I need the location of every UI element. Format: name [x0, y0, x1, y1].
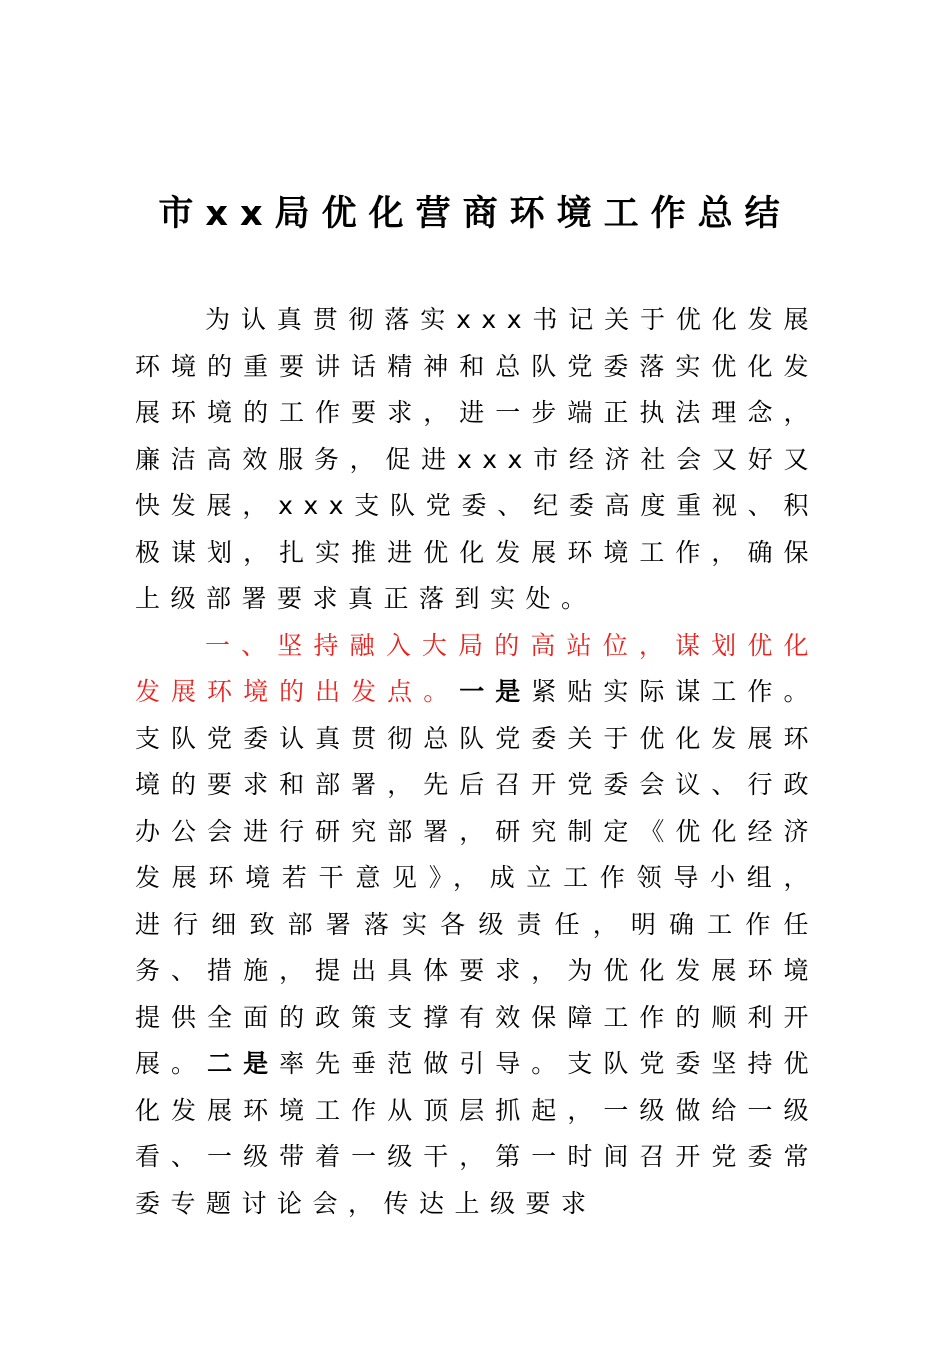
- section-1-heading: 一、坚持融入大局的高站位，谋划优化发展环境的出发点。: [135, 630, 819, 706]
- intro-paragraph: 为认真贯彻落实xxx书记关于优化发展环境的重要讲话精神和总队党委落实优化发展环境的工作要求，进一步端正执法理念，廉洁高效服务，促进xxx市经济社会又好又快发展，xxx支队党委、纪委高度重视、积极谋划，扎实推进优化发展环境工作，确保上级部署要求真正落到实处。: [135, 305, 819, 613]
- point-2-label: 二是: [207, 1049, 280, 1078]
- point-1-text: 紧贴实际谋工作。支队党委认真贯彻总队党委关于优化发展环境的要求和部署，先后召开党委会议、行政办公会进行研究部署，研究制定《优化经济发展环境若干意见》，成立工作领导小组，进行细致部署落实各级责任，明确工作任务、措施，提出具体要求，为优化发展环境提供全面的政策支撑有效保障工作的顺利开展。: [135, 677, 819, 1078]
- document-body: [135, 297, 819, 1227]
- section-1-paragraph: [135, 623, 819, 1228]
- point-2-text: 率先垂范做引导。支队党委坚持优化发展环境工作从顶层抓起，一级做给一级看、一级带着一级干，第一时间召开党委常委专题讨论会，传达上级要求: [135, 1049, 819, 1218]
- document-title: 市xx局优化营商环境工作总结: [158, 194, 792, 234]
- point-1-label: 一是: [459, 677, 532, 706]
